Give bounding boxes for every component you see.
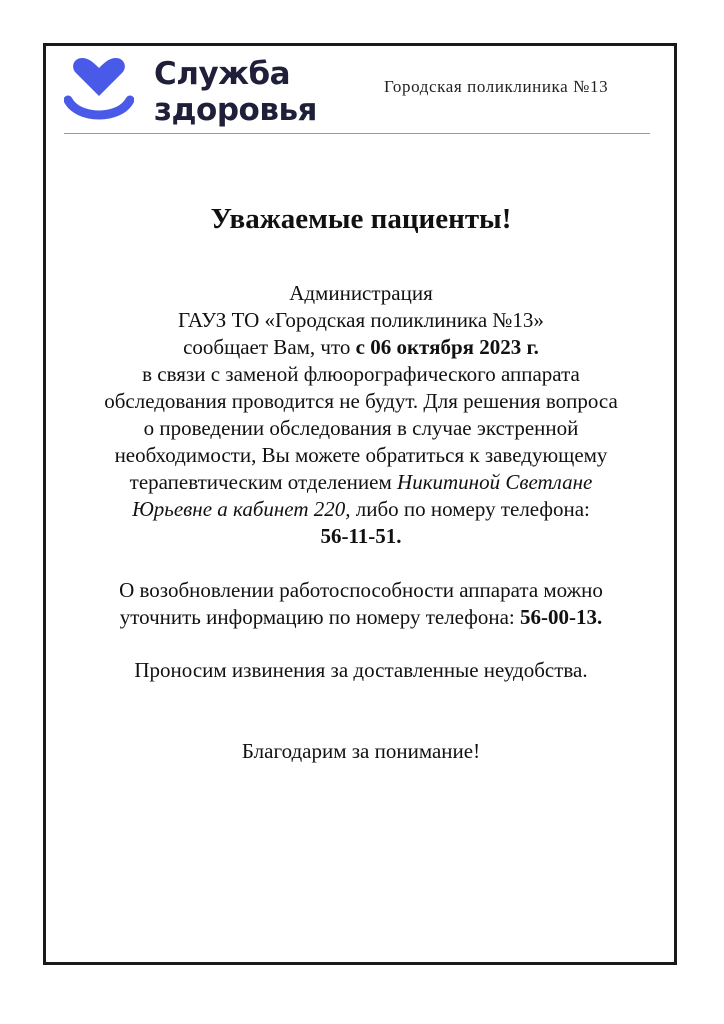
logo-line-2: здоровья xyxy=(154,92,317,128)
notice-title: Уважаемые пациенты! xyxy=(210,203,512,235)
phone-number: 56-11-51. xyxy=(320,524,402,548)
text: либо по номеру телефона: xyxy=(350,497,590,521)
logo-line-1: Служба xyxy=(154,56,291,92)
line: О возобновлении работоспособности аппарата можно xyxy=(119,578,603,602)
line: о проведении обследования в случае экстренной xyxy=(143,416,579,440)
line: необходимости, Вы можете обратиться к заведующему xyxy=(114,443,608,467)
text: сообщает Вам, что xyxy=(183,335,356,359)
service-logo xyxy=(64,56,354,130)
text: уточнить информацию по номеру телефона: xyxy=(119,605,520,629)
phone-number: 56-00-13. xyxy=(520,605,603,629)
line xyxy=(50,523,672,550)
text: терапевтическим отделением xyxy=(129,470,398,494)
thanks-text: Благодарим за понимание! xyxy=(241,739,481,763)
heart-smile-icon xyxy=(64,56,134,126)
header-divider xyxy=(64,133,650,134)
line xyxy=(50,604,672,631)
apology-text: Проносим извинения за доставленные неудобства. xyxy=(134,658,588,682)
line xyxy=(50,334,672,361)
line xyxy=(50,469,672,496)
contact-room: Юрьевне а кабинет 220, xyxy=(132,497,351,521)
date-highlight: с 06 октября 2023 г. xyxy=(355,335,539,359)
line: Администрация xyxy=(289,281,433,305)
line: в связи с заменой флюорографического аппарата xyxy=(142,362,580,386)
clinic-name: Городская поликлиника №13 xyxy=(384,77,609,96)
line: обследования проводится не будут. Для решения вопроса xyxy=(104,389,618,413)
line xyxy=(50,496,672,523)
contact-name: Никитиной Светлане xyxy=(397,470,593,494)
notice-body xyxy=(50,280,672,765)
line: ГАУЗ ТО «Городская поликлиника №13» xyxy=(178,308,544,332)
